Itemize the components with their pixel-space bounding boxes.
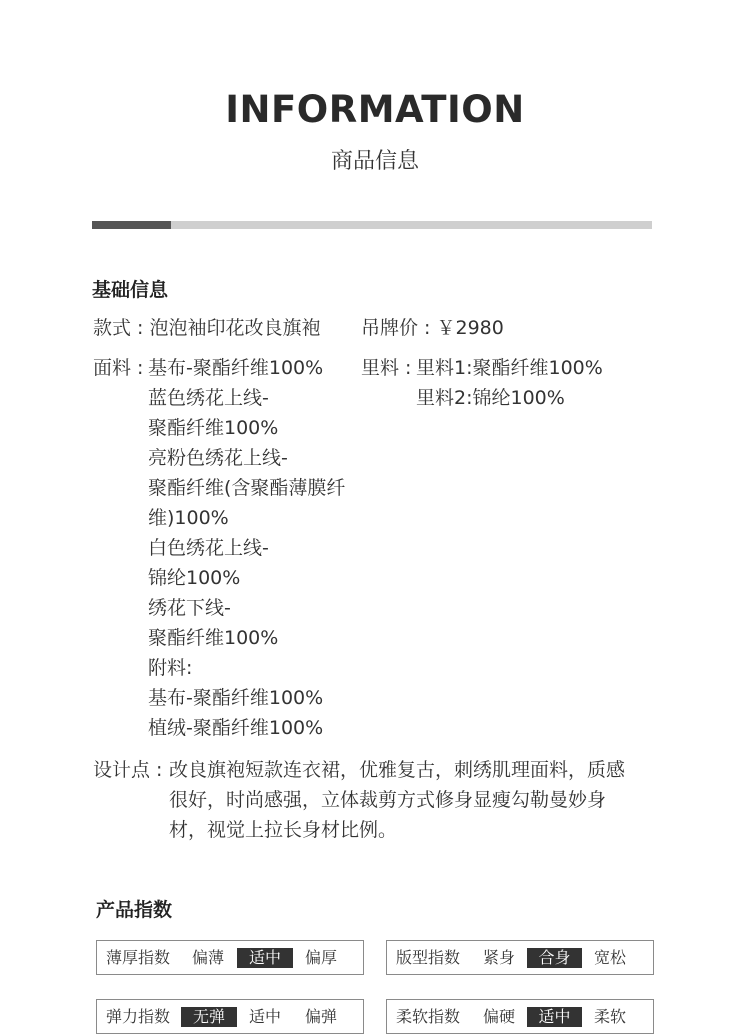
fabric-label: 面料 : <box>93 357 144 379</box>
price-label: 吊牌价 : <box>361 317 431 339</box>
fabric-line: 维)100% <box>148 507 229 529</box>
fabric-line: 植绒-聚酯纤维100% <box>148 717 324 739</box>
design-line: 改良旗袍短款连衣裙，优雅复古，刺绣肌理面料，质感 <box>169 759 626 781</box>
design-line: 材，视觉上拉长身材比例。 <box>169 819 398 841</box>
design-line: 很好，时尚感强，立体裁剪方式修身显瘦勾勒曼妙身 <box>169 789 607 811</box>
product-index-heading: 产品指数 <box>96 899 173 921</box>
design-label: 设计点 : <box>93 759 163 781</box>
thickness-index <box>96 940 364 975</box>
fabric-line: 亮粉色绣花上线- <box>148 447 288 469</box>
elasticity-index <box>96 999 364 1034</box>
softness-index <box>386 999 654 1034</box>
fabric-line: 聚酯纤维100% <box>148 417 279 439</box>
lining-list <box>416 353 603 413</box>
softness-option-selected: 适中 <box>527 1007 582 1027</box>
fabric-line: 基布-聚酯纤维100% <box>148 357 324 379</box>
thickness-option: 偏薄 <box>192 948 225 967</box>
price-value: ￥2980 <box>436 317 504 339</box>
fit-index <box>386 940 654 975</box>
thickness-option-selected: 适中 <box>237 948 293 968</box>
fabric-list <box>148 353 345 743</box>
fabric-line: 绣花下线- <box>148 597 231 619</box>
fit-option: 宽松 <box>594 948 627 967</box>
softness-index-label: 柔软指数 <box>396 1007 461 1026</box>
fabric-line: 基布-聚酯纤维100% <box>148 687 324 709</box>
basic-info-heading: 基础信息 <box>92 279 169 301</box>
style-row <box>93 313 321 343</box>
lining-label: 里料 : <box>361 357 412 379</box>
page-subtitle: 商品信息 <box>330 149 419 174</box>
elasticity-option: 适中 <box>249 1007 282 1026</box>
price-row <box>361 313 504 343</box>
fabric-line: 锦纶100% <box>148 567 241 589</box>
softness-option: 柔软 <box>594 1007 627 1026</box>
style-label: 款式 : <box>93 317 144 339</box>
fit-index-label: 版型指数 <box>396 948 461 967</box>
section-divider-accent <box>92 221 171 229</box>
lining-line: 里料1:聚酯纤维100% <box>416 357 603 379</box>
fabric-line: 聚酯纤维(含聚酯薄膜纤 <box>148 477 346 499</box>
fit-option-selected: 合身 <box>527 948 582 968</box>
elasticity-option-selected: 无弹 <box>181 1007 237 1027</box>
fit-option: 紧身 <box>483 948 516 967</box>
fabric-line: 白色绣花上线- <box>148 537 269 559</box>
page-title: INFORMATION <box>225 88 525 131</box>
style-value: 泡泡袖印花改良旗袍 <box>149 317 321 339</box>
thickness-index-label: 薄厚指数 <box>106 948 171 967</box>
thickness-option: 偏厚 <box>305 948 338 967</box>
fabric-line: 聚酯纤维100% <box>148 627 279 649</box>
fabric-line: 蓝色绣花上线- <box>148 387 269 409</box>
elasticity-index-label: 弹力指数 <box>106 1007 171 1026</box>
lining-line: 里料2:锦纶100% <box>416 387 565 409</box>
elasticity-option: 偏弹 <box>305 1007 338 1026</box>
softness-option: 偏硬 <box>483 1007 516 1026</box>
fabric-line: 附料: <box>148 657 193 679</box>
design-description <box>169 755 655 845</box>
section-divider-bar <box>92 221 652 229</box>
